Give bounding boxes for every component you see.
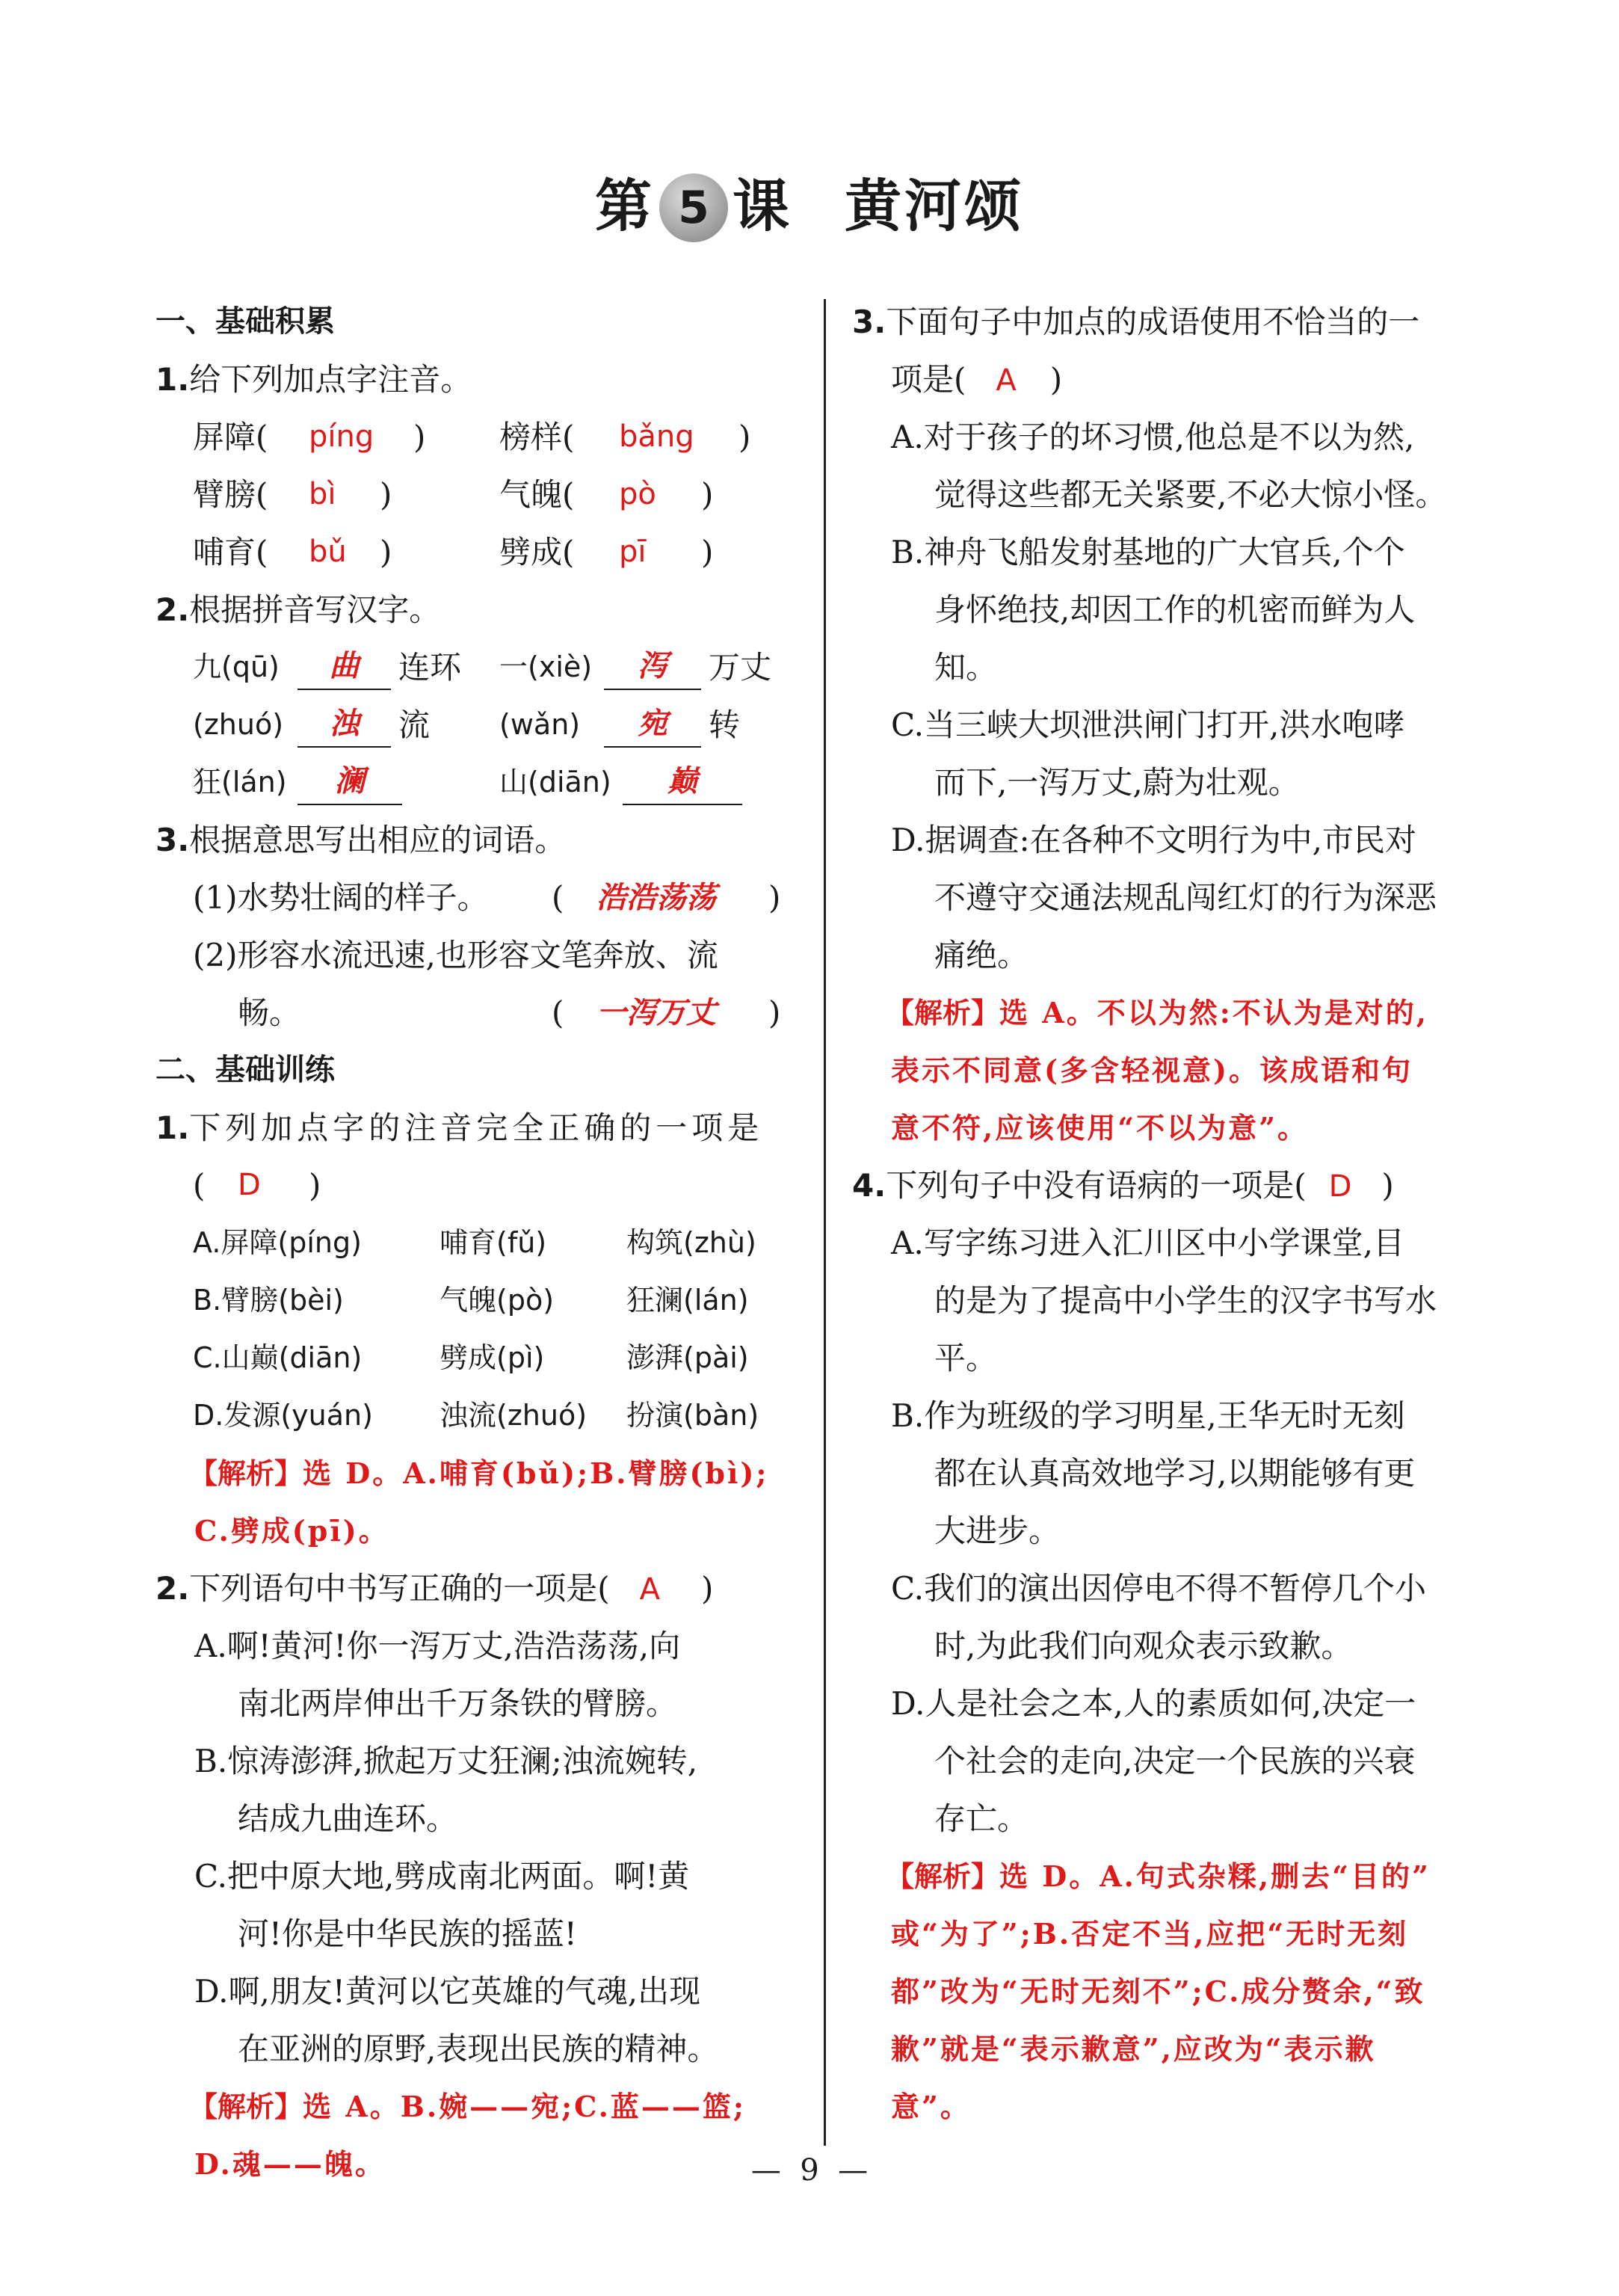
s2-q1-answer-line: ( D ) bbox=[155, 1157, 798, 1214]
s2-q4-option-c: C.我们的演出因停电不得不暂停几个小 bbox=[891, 1570, 1426, 1607]
s2-q3-option-d: D.据调查:在各种不文明行为中,市民对 bbox=[891, 822, 1417, 858]
answer: 泻 bbox=[638, 648, 667, 683]
s1-q2-row1: 九(qū) 曲 连环 一(xiè) 泻 万丈 bbox=[155, 638, 798, 696]
s2-q1-analysis-cont: C.劈成(pī)。 bbox=[194, 1514, 389, 1548]
s2-q4-analysis: 【解析】选 D。A.句式杂糅,删去“目的” bbox=[886, 1859, 1431, 1893]
s2-q4-option-d-cont2: 存亡。 bbox=[934, 1800, 1029, 1837]
s2-q1-stem: 1.下列加点字的注音完全正确的一项是 bbox=[155, 1109, 764, 1146]
s2-q1-option-a: A.屏障(píng) 哺育(fǔ) 构筑(zhù) bbox=[193, 1226, 756, 1259]
s2-q4-option-b-cont: 都在认真高效地学习,以期能够有更 bbox=[934, 1455, 1416, 1492]
s1-q3-item1: (1)水势壮阔的样子。 ( 浩浩荡荡 ) bbox=[155, 869, 798, 926]
s1-q1-stem: 1.给下列加点字注音。 bbox=[155, 361, 472, 398]
s2-q1-option-b: B.臂膀(bèi) 气魄(pò) 狂澜(lán) bbox=[193, 1284, 749, 1317]
s2-q3-analysis-cont2: 意不符,应该使用“不以为意”。 bbox=[891, 1111, 1308, 1145]
s1-q2-stem: 2.根据拼音写汉字。 bbox=[155, 591, 441, 628]
s2-q4-option-a: A.写字练习进入汇川区中小学课堂,目 bbox=[891, 1225, 1405, 1261]
lesson-suffix: 课 bbox=[733, 173, 792, 239]
s2-q4-option-d-cont: 个社会的走向,决定一个民族的兴衰 bbox=[934, 1743, 1416, 1779]
answer: 浩浩荡荡 bbox=[596, 880, 716, 915]
s2-q4-option-a-cont2: 平。 bbox=[934, 1340, 998, 1376]
lesson-number-badge: 5 bbox=[659, 173, 728, 242]
answer: píng bbox=[309, 419, 374, 454]
answer: pī bbox=[619, 535, 647, 569]
left-column bbox=[155, 293, 798, 2193]
answer: 宛 bbox=[638, 706, 667, 741]
s2-q2-analysis-cont: D.魂——魄。 bbox=[194, 2147, 386, 2181]
s2-q3-analysis-cont: 表示不同意(多含轻视意)。该成语和句 bbox=[891, 1053, 1413, 1087]
s2-q3-option-d-cont: 不遵守交通法规乱闯红灯的行为深恶 bbox=[934, 879, 1437, 916]
s1-q1-row3: 哺育( bǔ ) 劈成( pī ) bbox=[155, 523, 798, 581]
s2-q3-option-c-cont: 而下,一泻万丈,蔚为壮观。 bbox=[934, 764, 1300, 801]
s2-q2-option-b: B.惊涛澎湃,掀起万丈狂澜;浊流婉转, bbox=[194, 1743, 698, 1779]
page-number: — 9 — bbox=[750, 2153, 869, 2188]
s1-q1-row1: 屏障( píng ) 榜样( bǎng ) bbox=[155, 408, 798, 466]
answer: 浊 bbox=[329, 706, 360, 741]
s2-q2-analysis: 【解析】选 A。B.婉——宛;C.蓝——篮; bbox=[189, 2090, 746, 2123]
s2-q3-option-b: B.神舟飞船发射基地的广大官兵,个个 bbox=[891, 534, 1405, 570]
lesson-title bbox=[0, 161, 1619, 242]
right-column bbox=[852, 293, 1491, 2135]
s2-q1-option-d: D.发源(yuán) 浊流(zhuó) 扮演(bàn) bbox=[193, 1399, 759, 1432]
section-heading-1: 一、基础积累 bbox=[155, 304, 335, 339]
s2-q2-option-c-cont: 河!你是中华民族的摇蓝! bbox=[238, 1915, 577, 1952]
s2-q1-option-c: C.山巅(diān) 劈成(pì) 澎湃(pài) bbox=[193, 1341, 749, 1374]
s2-q3-option-c: C.当三峡大坝泄洪闸门打开,洪水咆哮 bbox=[891, 707, 1405, 743]
s2-q3-option-a: A.对于孩子的坏习惯,他总是不以为然, bbox=[891, 419, 1415, 455]
s1-q3-item2-cont: 畅。 ( 一泻万丈 ) bbox=[155, 984, 798, 1041]
s1-q1-row2: 臂膀( bì ) 气魄( pò ) bbox=[155, 466, 798, 523]
s2-q2-option-a: A.啊!黄河!你一泻万丈,浩浩荡荡,向 bbox=[194, 1628, 681, 1664]
answer: A bbox=[996, 363, 1017, 398]
answer: 曲 bbox=[329, 648, 360, 683]
s2-q3-option-b-cont: 身怀绝技,却因工作的机密而鲜为人 bbox=[934, 591, 1416, 628]
answer: D bbox=[238, 1168, 261, 1202]
column-divider bbox=[824, 299, 826, 2146]
s2-q1-analysis: 【解析】选 D。A.哺育(bǔ);B.臂膀(bì); bbox=[189, 1456, 769, 1490]
s2-q4-analysis-cont3: 歉”就是“表示歉意”,应改为“表示歉 bbox=[891, 2032, 1376, 2066]
s2-q2-option-a-cont: 南北两岸伸出千万条铁的臂膀。 bbox=[238, 1685, 678, 1722]
s1-q2-row3: 狂(lán) 澜 山(diān) 巅 bbox=[155, 754, 798, 811]
lesson-prefix: 第 bbox=[595, 173, 655, 239]
lesson-name: 黄河颂 bbox=[845, 173, 1024, 239]
answer: bǎng bbox=[619, 419, 694, 454]
s2-q4-option-b-cont2: 大进步。 bbox=[934, 1512, 1061, 1549]
s2-q3-option-d-cont2: 痛绝。 bbox=[934, 937, 1029, 973]
s2-q2-stem: 2.下列语句中书写正确的一项是( A ) bbox=[155, 1570, 714, 1607]
answer: A bbox=[639, 1572, 660, 1607]
s2-q2-option-c: C.把中原大地,劈成南北两面。啊!黄 bbox=[194, 1858, 690, 1895]
s2-q4-option-d: D.人是社会之本,人的素质如何,决定一 bbox=[891, 1685, 1416, 1722]
s1-q3-stem: 3.根据意思写出相应的词语。 bbox=[155, 822, 567, 858]
answer: 一泻万丈 bbox=[596, 995, 716, 1030]
s2-q3-stem: 3.下面句子中加点的成语使用不恰当的一 bbox=[852, 304, 1420, 340]
s2-q4-analysis-cont2: 都”改为“无时无刻不”;C.成分赘余,“致 bbox=[891, 1975, 1425, 2008]
s2-q2-option-b-cont: 结成九曲连环。 bbox=[238, 1800, 458, 1837]
s2-q4-stem: 4.下列句子中没有语病的一项是( D ) bbox=[852, 1167, 1394, 1204]
s2-q4-analysis-cont4: 意”。 bbox=[891, 2090, 971, 2123]
answer: bǔ bbox=[309, 535, 347, 569]
s2-q3-analysis: 【解析】选 A。不以为然:不认为是对的, bbox=[886, 996, 1428, 1029]
answer: 澜 bbox=[335, 763, 365, 798]
s1-q3-item2: (2)形容水流迅速,也形容文笔奔放、流 bbox=[193, 937, 718, 973]
s2-q4-option-b: B.作为班级的学习明星,王华无时无刻 bbox=[891, 1397, 1405, 1434]
section-heading-2: 二、基础训练 bbox=[155, 1053, 335, 1087]
answer: bì bbox=[309, 477, 336, 511]
s2-q2-option-d-cont: 在亚洲的原野,表现出民族的精神。 bbox=[238, 2031, 719, 2067]
s2-q4-option-a-cont: 的是为了提高中小学生的汉字书写水 bbox=[934, 1282, 1437, 1319]
answer: D bbox=[1328, 1169, 1352, 1204]
s2-q4-analysis-cont: 或“为了”;B.否定不当,应把“无时无刻 bbox=[891, 1917, 1409, 1951]
s2-q3-stem-cont: 项是( A ) bbox=[891, 361, 1063, 398]
s2-q4-option-c-cont: 时,为此我们向观众表示致歉。 bbox=[934, 1628, 1353, 1664]
answer: pò bbox=[619, 477, 656, 511]
s1-q2-row2: (zhuó) 浊 流 (wǎn) 宛 转 bbox=[155, 696, 798, 754]
s2-q3-option-a-cont: 觉得这些都无关紧要,不必大惊小怪。 bbox=[934, 476, 1447, 513]
answer: 巅 bbox=[667, 763, 697, 798]
s2-q3-option-b-cont2: 知。 bbox=[934, 649, 998, 686]
s2-q2-option-d: D.啊,朋友!黄河以它英雄的气魂,出现 bbox=[194, 1973, 701, 2010]
